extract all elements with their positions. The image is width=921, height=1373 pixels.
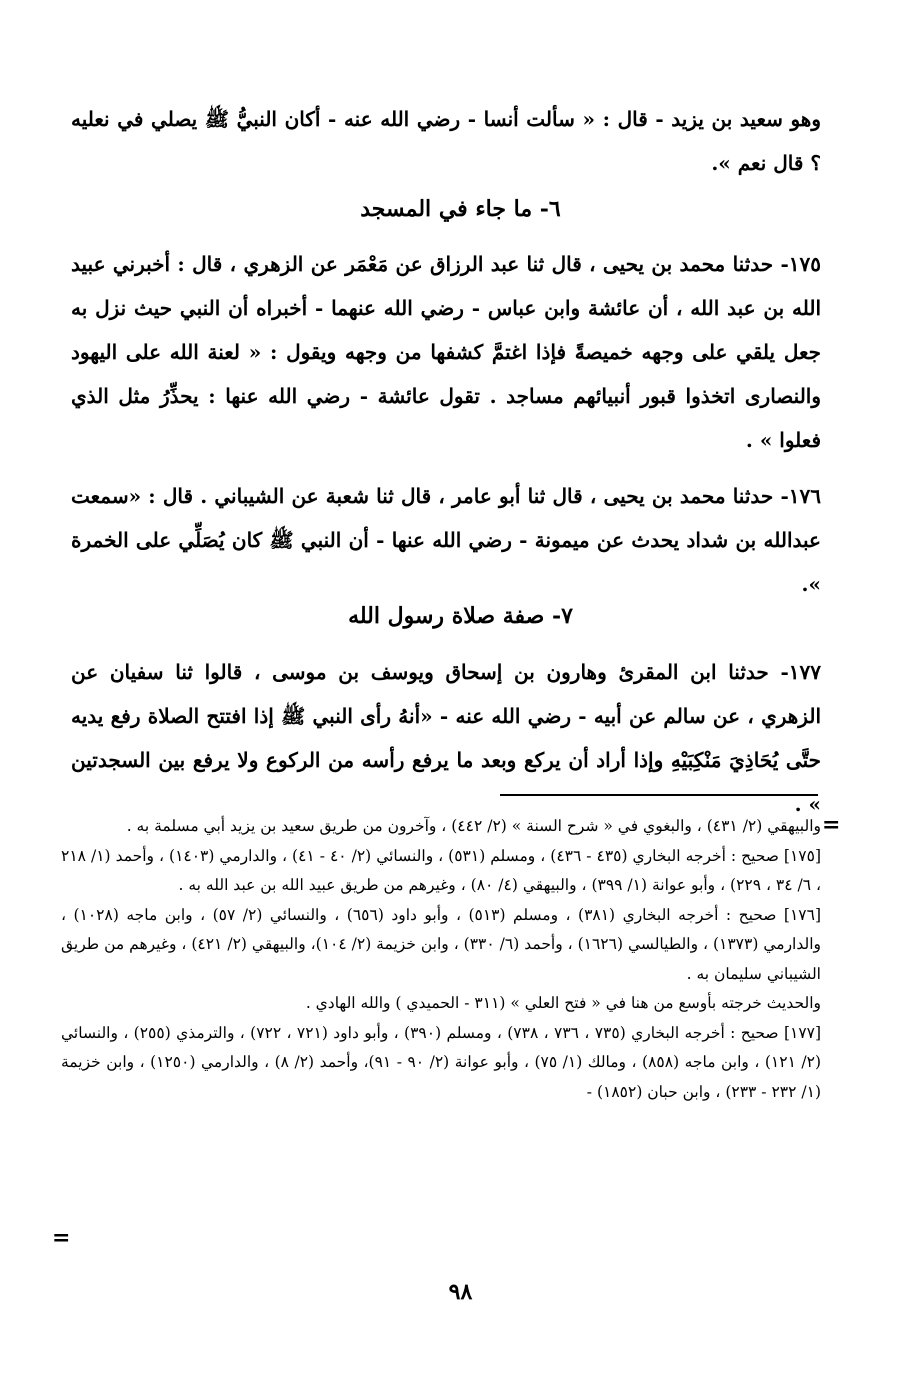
- footnote-continued: والبيهقي (٢/ ٤٣١) ، والبغوي في « شرح السنة » (٢/ ٤٤٢) ، وآخرون من طريق سعيد بن يزيد أبي مسلمة به .: [126, 817, 821, 835]
- opening-paragraph: وهو سعيد بن يزيد - قال : « سألت أنسا - رضي الله عنه - أكان النبيُّ ﷺ يصلي في نعليه ؟ قال نعم ».: [71, 107, 821, 175]
- footnote-176: [١٧٦] صحيح : أخرجه البخاري (٣٨١) ، ومسلم (٥١٣) ، وأبو داود (٦٥٦) ، والنسائي (٢/ ٥٧) ، وابن ماجه (١٠٢٨) ، والدارمي (١٣٧٣) ، والطيالسي (١٦٢٦) ، وأحمد (٦/ ٣٣٠) ، وابن خزيمة (٢/ ١٠٤)، والبيهقي (٢/ ٤٢١) ، وغيرهم من طريق الشيباني سليمان به .: [61, 905, 822, 983]
- continuation-mark-top: =: [822, 812, 841, 838]
- footnote-176-note: والحديث خرجته بأوسع من هنا في « فتح العلي » (٣١١ - الحميدي ) والله الهادي .: [305, 994, 821, 1012]
- page-number: ٩٨: [448, 1279, 473, 1305]
- hadith-175: ١٧٥- حدثنا محمد بن يحيى ، قال ثنا عبد الرزاق عن مَعْمَر عن الزهري ، قال : أخبرني عبيد الله بن عبد الله ، أن عائشة وابن عباس - رضي الله عنهما - أخبراه أن النبي حيث نزل به جعل يلقي على وجهه خميصةً فإذا اغتمَّ كشفها من وجهه ويقول : « لعنة الله على اليهود والنصارى اتخذوا قبور أنبيائهم مساجد . تقول عائشة - رضي الله عنها : يحذِّرُ مثل الذي فعلوا » .: [71, 252, 821, 452]
- section-7-title: ٧- صفة صلاة رسول الله: [348, 603, 573, 629]
- section-6-title: ٦- ما جاء في المسجد: [360, 196, 561, 222]
- continuation-mark-bottom: =: [52, 1225, 71, 1251]
- hadith-177: ١٧٧- حدثنا ابن المقرئ وهارون بن إسحاق ويوسف بن موسى ، قالوا ثنا سفيان عن الزهري ، عن سالم عن أبيه - رضي الله عنه - «أنهُ رأى النبي ﷺ إذا افتتح الصلاة رفع يديه حتَّى يُحَاذِيَ مَنْكِبَيْهِ وإذا أراد أن يركع وبعد ما يرفع رأسه من الركوع ولا يرفع بين السجدتين » .: [71, 660, 821, 816]
- footnote-175: [١٧٥] صحيح : أخرجه البخاري (٤٣٥ - ٤٣٦) ، ومسلم (٥٣١) ، والنسائي (٢/ ٤٠ - ٤١) ، والدارمي (١٤٠٣) ، وأحمد (١/ ٢١٨ ، ٦/ ٣٤ ، ٢٢٩) ، وأبو عوانة (١/ ٣٩٩) ، والبيهقي (٤/ ٨٠) ، وغيرهم من طريق عبيد الله بن عبد الله به .: [61, 846, 822, 894]
- footnote-177: [١٧٧] صحيح : أخرجه البخاري (٧٣٥ ، ٧٣٦ ، ٧٣٨) ، ومسلم (٣٩٠) ، وأبو داود (٧٢١ ، ٧٢٢) ، والترمذي (٢٥٥) ، والنسائي (٢/ ١٢١) ، وابن ماجه (٨٥٨) ، ومالك (١/ ٧٥) ، وأبو عوانة (٢/ ٩٠ - ٩١)، وأحمد (٢/ ٨) ، والدارمي (١٢٥٠) ، وابن خزيمة (١/ ٢٣٢ - ٢٣٣) ، وابن حبان (١٨٥٢) -: [61, 1023, 822, 1101]
- hadith-176: ١٧٦- حدثنا محمد بن يحيى ، قال ثنا أبو عامر ، قال ثنا شعبة عن الشيباني . قال : «سمعت عبدالله بن شداد يحدث عن ميمونة - رضي الله عنها - أن النبي ﷺ كان يُصَلِّي على الخمرة ».: [71, 484, 821, 596]
- footnote-separator: [500, 794, 818, 796]
- footnotes: [61, 812, 821, 1107]
